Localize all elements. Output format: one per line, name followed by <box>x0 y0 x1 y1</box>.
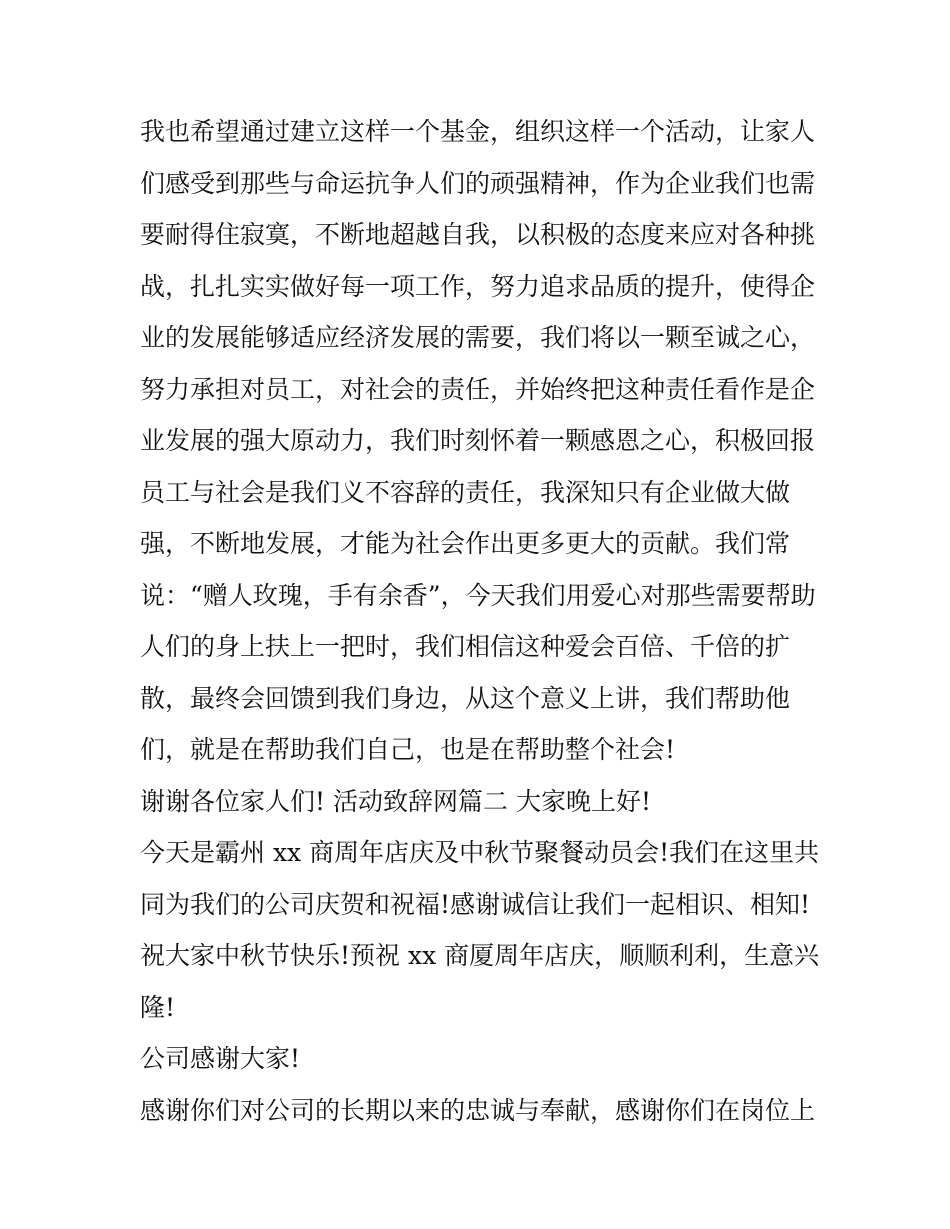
text-line: 公司感谢大家! <box>140 1044 301 1073</box>
text-line: 散，最终会回馈到我们身边，从这个意义上讲，我们帮助他 <box>140 683 791 713</box>
text-line: 努力承担对员工，对社会的责任，并始终把这种责任看作是企 <box>140 374 816 404</box>
text-line: 感谢你们对公司的长期以来的忠诚与奉献，感谢你们在岗位上 <box>140 1095 816 1125</box>
text-line: 今天是霸州 xx 商周年店庆及中秋节聚餐动员会!我们在这里共 <box>140 838 820 867</box>
text-line: 隆! <box>140 992 176 1022</box>
text-line: 战，扎扎实实做好每一项工作，努力追求品质的提升，使得企 <box>140 271 816 301</box>
text-line: 同为我们的公司庆贺和祝福!感谢诚信让我们一起相识、相知! <box>140 889 811 919</box>
text-line: 要耐得住寂寞，不断地超越自我，以积极的态度来应对各种挑 <box>140 220 816 249</box>
text-line: 们感受到那些与命运抗争人们的顽强精神，作为企业我们也需 <box>140 168 816 198</box>
text-line: 谢谢各位家人们! 活动致辞网篇二 大家晚上好! <box>140 786 651 816</box>
text-line: 说：“赠人玫瑰，手有余香”，今天我们用爱心对那些需要帮助 <box>140 580 816 610</box>
text-line: 我也希望通过建立这样一个基金，组织这样一个活动，让家人 <box>140 117 816 146</box>
text-line: 强，不断地发展，才能为社会作出更多更大的贡献。我们常 <box>140 529 791 558</box>
text-line: 祝大家中秋节快乐!预祝 xx 商厦周年店庆，顺顺利利，生意兴 <box>140 941 820 970</box>
text-line: 员工与社会是我们义不容辞的责任，我深知只有企业做大做 <box>140 477 791 507</box>
text-line: 人们的身上扶上一把时，我们相信这种爱会百倍、千倍的扩 <box>140 632 791 661</box>
text-line: 业的发展能够适应经济发展的需要，我们将以一颗至诚之心， <box>140 323 816 352</box>
body-text <box>140 106 820 1136</box>
text-line: 们，就是在帮助我们自己，也是在帮助整个社会! <box>140 735 676 764</box>
text-line: 业发展的强大原动力，我们时刻怀着一颗感恩之心，积极回报 <box>140 426 816 455</box>
